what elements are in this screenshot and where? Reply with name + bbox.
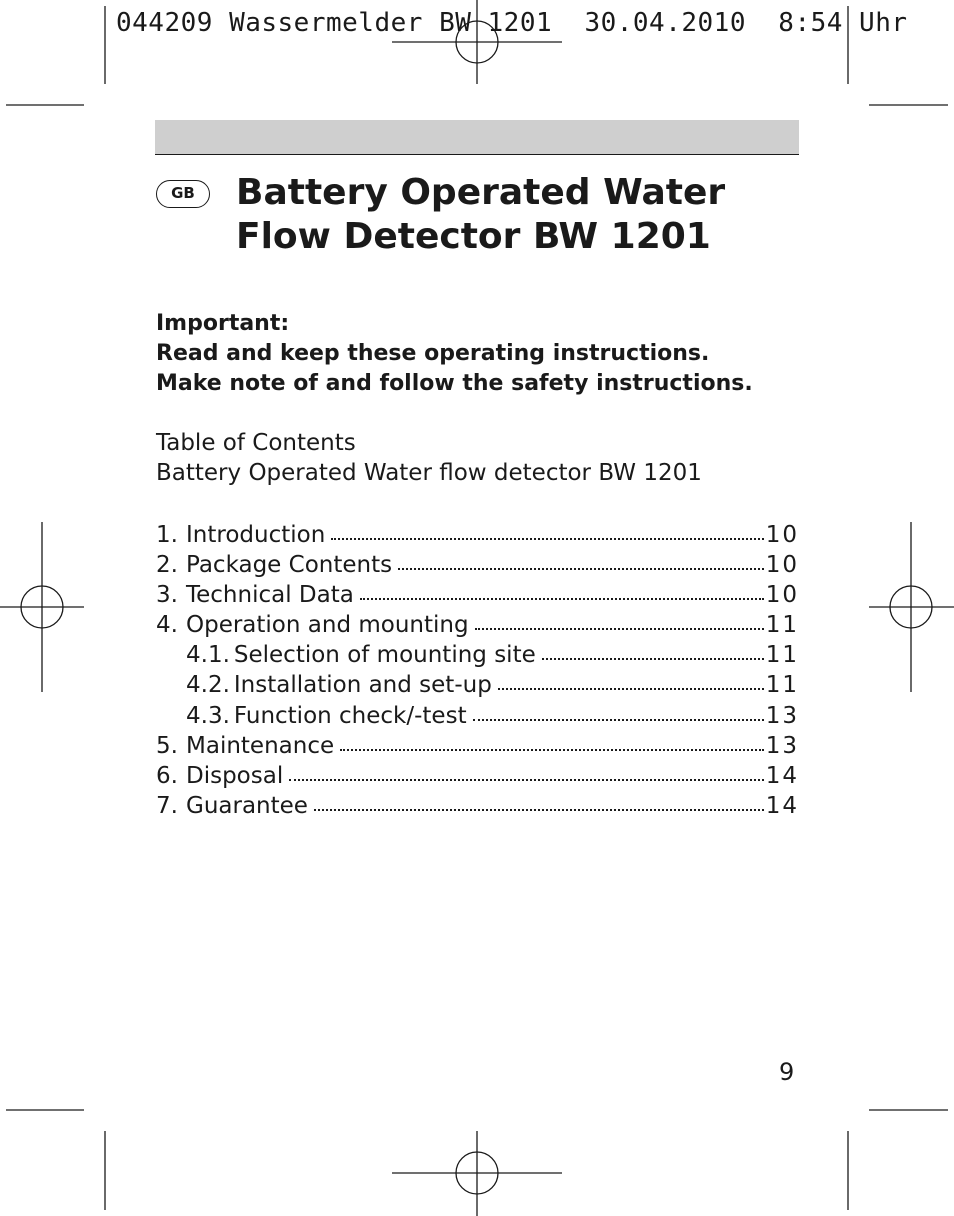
registration-mark-right (869, 522, 954, 692)
title-line: Flow Detector BW 1201 (236, 216, 711, 257)
toc-entry-label: Package Contents (186, 552, 393, 579)
toc-subentry (156, 700, 799, 730)
toc-entry-number: 6. (156, 762, 178, 789)
toc-dot-leader (542, 639, 764, 662)
toc-entry-number: 4.3. (186, 702, 230, 729)
toc-entry-number: 4. (156, 612, 178, 639)
page-number: 9 (779, 1058, 795, 1086)
toc-entry-number: 4.2. (186, 672, 230, 699)
toc-entry-page: 11 (765, 642, 799, 669)
toc-subentry (156, 639, 799, 669)
title-line: Battery Operated Water (236, 172, 726, 213)
toc-dot-leader (498, 669, 764, 692)
toc-entry-page: 10 (765, 522, 799, 548)
toc-entry-page: 14 (765, 762, 799, 789)
toc-entry (156, 760, 799, 790)
toc-entry (156, 579, 799, 609)
toc-entry (156, 549, 799, 579)
toc-entry-label: Installation and set-up (233, 672, 492, 699)
toc-entry-number: 4.1. (186, 642, 230, 669)
registration-mark-bottom (392, 1131, 562, 1216)
toc-heading: Table of Contents (156, 430, 356, 456)
page-title (236, 171, 796, 259)
toc-entry-number: 3. (156, 582, 178, 609)
toc-dot-leader (289, 760, 763, 783)
toc-subentry (156, 669, 799, 699)
important-notice (156, 309, 753, 399)
toc-entry-number: 1. (156, 522, 178, 548)
toc-entry-page: 11 (765, 672, 799, 699)
important-heading: Important: (156, 311, 290, 336)
toc-entry-page: 10 (765, 552, 799, 579)
header-bar (155, 120, 799, 155)
registration-mark-left (0, 522, 84, 692)
toc-entry-label: Introduction (186, 522, 326, 548)
toc-entry-page: 11 (765, 612, 799, 639)
important-line: Make note of and follow the safety instructions. (156, 371, 753, 396)
toc-dot-leader (475, 609, 764, 632)
toc-entry (156, 790, 799, 820)
toc-entry (156, 519, 799, 549)
toc-entry-label: Guarantee (186, 792, 308, 819)
toc-dot-leader (398, 549, 764, 572)
print-slug: 044209 Wassermelder BW 1201 30.04.2010 8:54 Uhr (116, 8, 908, 38)
toc-entry-label: Selection of mounting site (233, 642, 536, 669)
toc-subheading: Battery Operated Water flow detector BW 1201 (156, 460, 702, 486)
toc-entry-number: 5. (156, 732, 178, 759)
table-of-contents (156, 519, 799, 820)
toc-entry-page: 10 (765, 582, 799, 609)
toc-entry (156, 609, 799, 639)
toc-entry-label: Technical Data (186, 582, 354, 609)
toc-dot-leader (473, 700, 764, 723)
toc-dot-leader (340, 730, 764, 753)
toc-dot-leader (360, 579, 764, 602)
toc-entry-page: 13 (765, 702, 799, 729)
toc-entry (156, 730, 799, 760)
important-line: Read and keep these operating instructions. (156, 341, 710, 366)
toc-entry-number: 2. (156, 552, 178, 579)
toc-entry-label: Disposal (186, 762, 284, 789)
toc-entry-label: Operation and mounting (186, 612, 469, 639)
toc-dot-leader (314, 790, 764, 813)
toc-entry-number: 7. (156, 792, 178, 819)
toc-entry-label: Maintenance (186, 732, 335, 759)
toc-entry-label: Function check/-test (233, 702, 467, 729)
toc-entry-page: 13 (765, 732, 799, 759)
toc-dot-leader (331, 519, 763, 542)
toc-entry-page: 14 (765, 792, 799, 819)
toc-heading-block (156, 428, 702, 488)
language-badge: GB (156, 180, 210, 208)
